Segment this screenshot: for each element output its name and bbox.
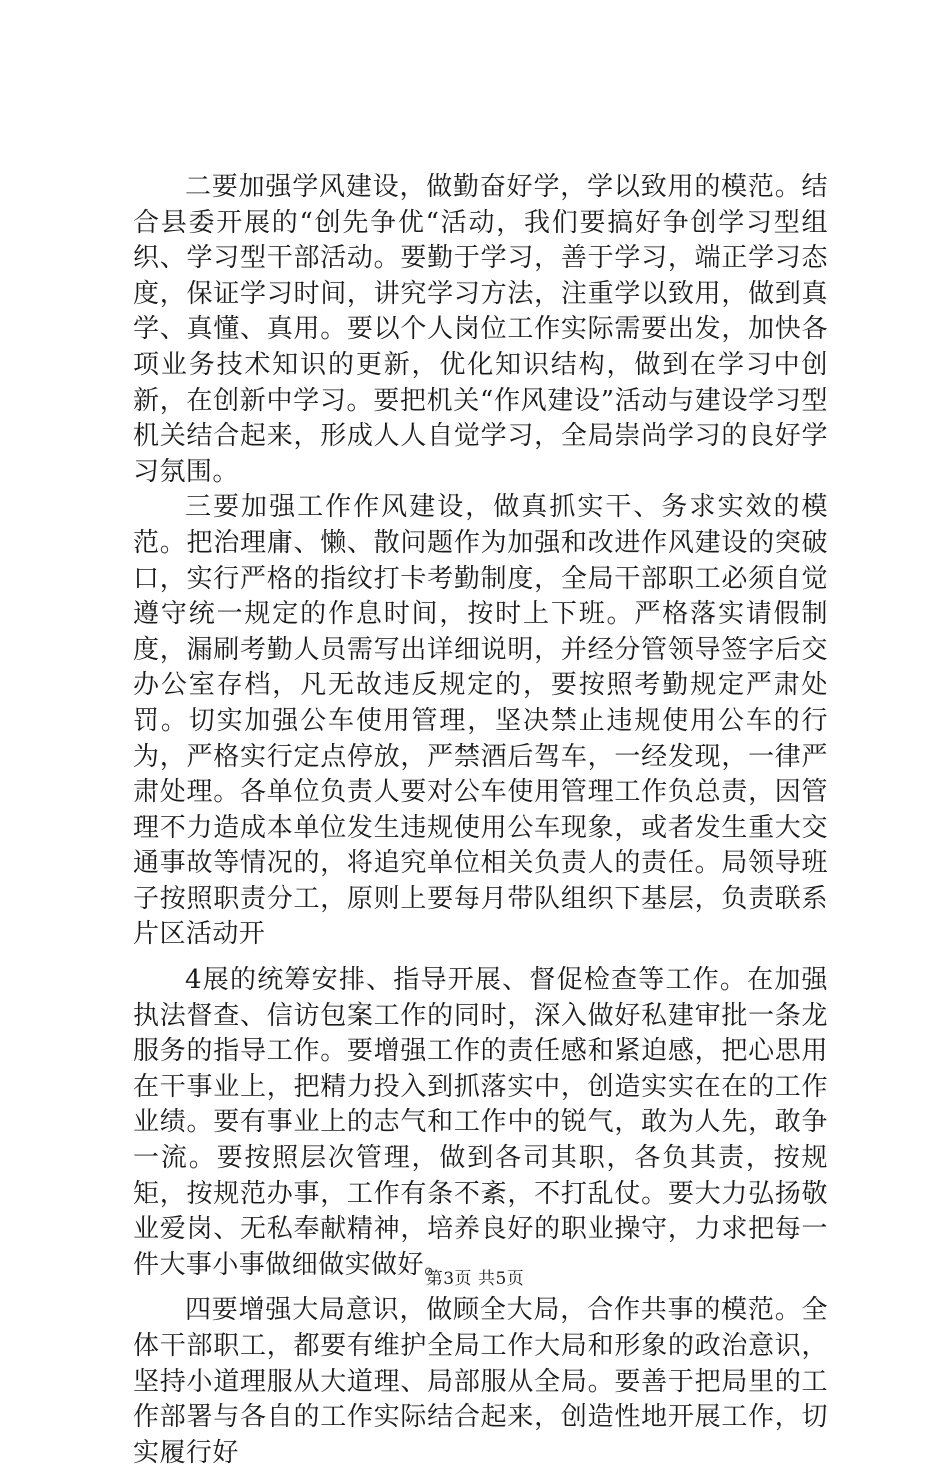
paragraph-study-style: 二要加强学风建设，做勤奋好学，学以致用的模范。结合县委开展的“创先争优“活动，我们要搞好争创学习型组织、学习型干部活动。要勤于学习，善于学习，端正学习态度，保证学习时间，讲究学习方法，注重学以致用，做到真学、真懂、真用。要以个人岗位工作实际需要出发，加快各项业务技术知识的更新，优化知识结构，做到在学习中创新，在创新中学习。要把机关“作风建设”活动与建设学习型机关结合起来，形成人人自觉学习，全局崇尚学习的良好学习氛围。	[133, 172, 828, 487]
paragraph-coordination: 4展的统筹安排、指导开展、督促检查等工作。在加强执法督查、信访包案工作的同时，深入做好私建审批一条龙服务的指导工作。要增强工作的责任感和紧迫感，把心思用在干事业上，把精力投入到抓落实中，创造实实在在的工作业绩。要有事业上的志气和工作中的锐气，敢为人先，敢争一流。要按照层次管理，做到各司其职，各负其责，按规矩，按规范办事，工作有条不紊，不打乱仗。要大力弘扬敬业爱岗、无私奉献精神，培养良好的职业操守，力求把每一件大事小事做细做实做好。	[133, 965, 828, 1280]
paragraph-overall-awareness: 四要增强大局意识，做顾全大局，合作共事的模范。全体干部职工，都要有维护全局工作大局和形象的政治意识，坚持小道理服从大道理、局部服从全局。要善于把局里的工作部署与各自的工作实际结合起来，创造性地开展工作，切实履行好	[133, 1295, 828, 1468]
paragraph-work-style: 三要加强工作作风建设，做真抓实干、务求实效的模范。把治理庸、懒、散问题作为加强和改进作风建设的突破口，实行严格的指纹打卡考勤制度，全局干部职工必须自觉遵守统一规定的作息时间，按时上下班。严格落实请假制度，漏刷考勤人员需写出详细说明，并经分管领导签字后交办公室存档，凡无故违反规定的，要按照考勤规定严肃处罚。切实加强公车使用管理，坚决禁止违规使用公车的行为，严格实行定点停放，严禁酒后驾车，一经发现，一律严肃处理。各单位负责人要对公车使用管理工作负总责，因管理不力造成本单位发生违规使用公车现象，或者发生重大交通事故等情况的，将追究单位相关负责人的责任。局领导班子按照职责分工，原则上要每月带队组织下基层，负责联系片区活动开	[133, 492, 828, 950]
page-number-footer: 第3页 共5页	[425, 1269, 525, 1289]
